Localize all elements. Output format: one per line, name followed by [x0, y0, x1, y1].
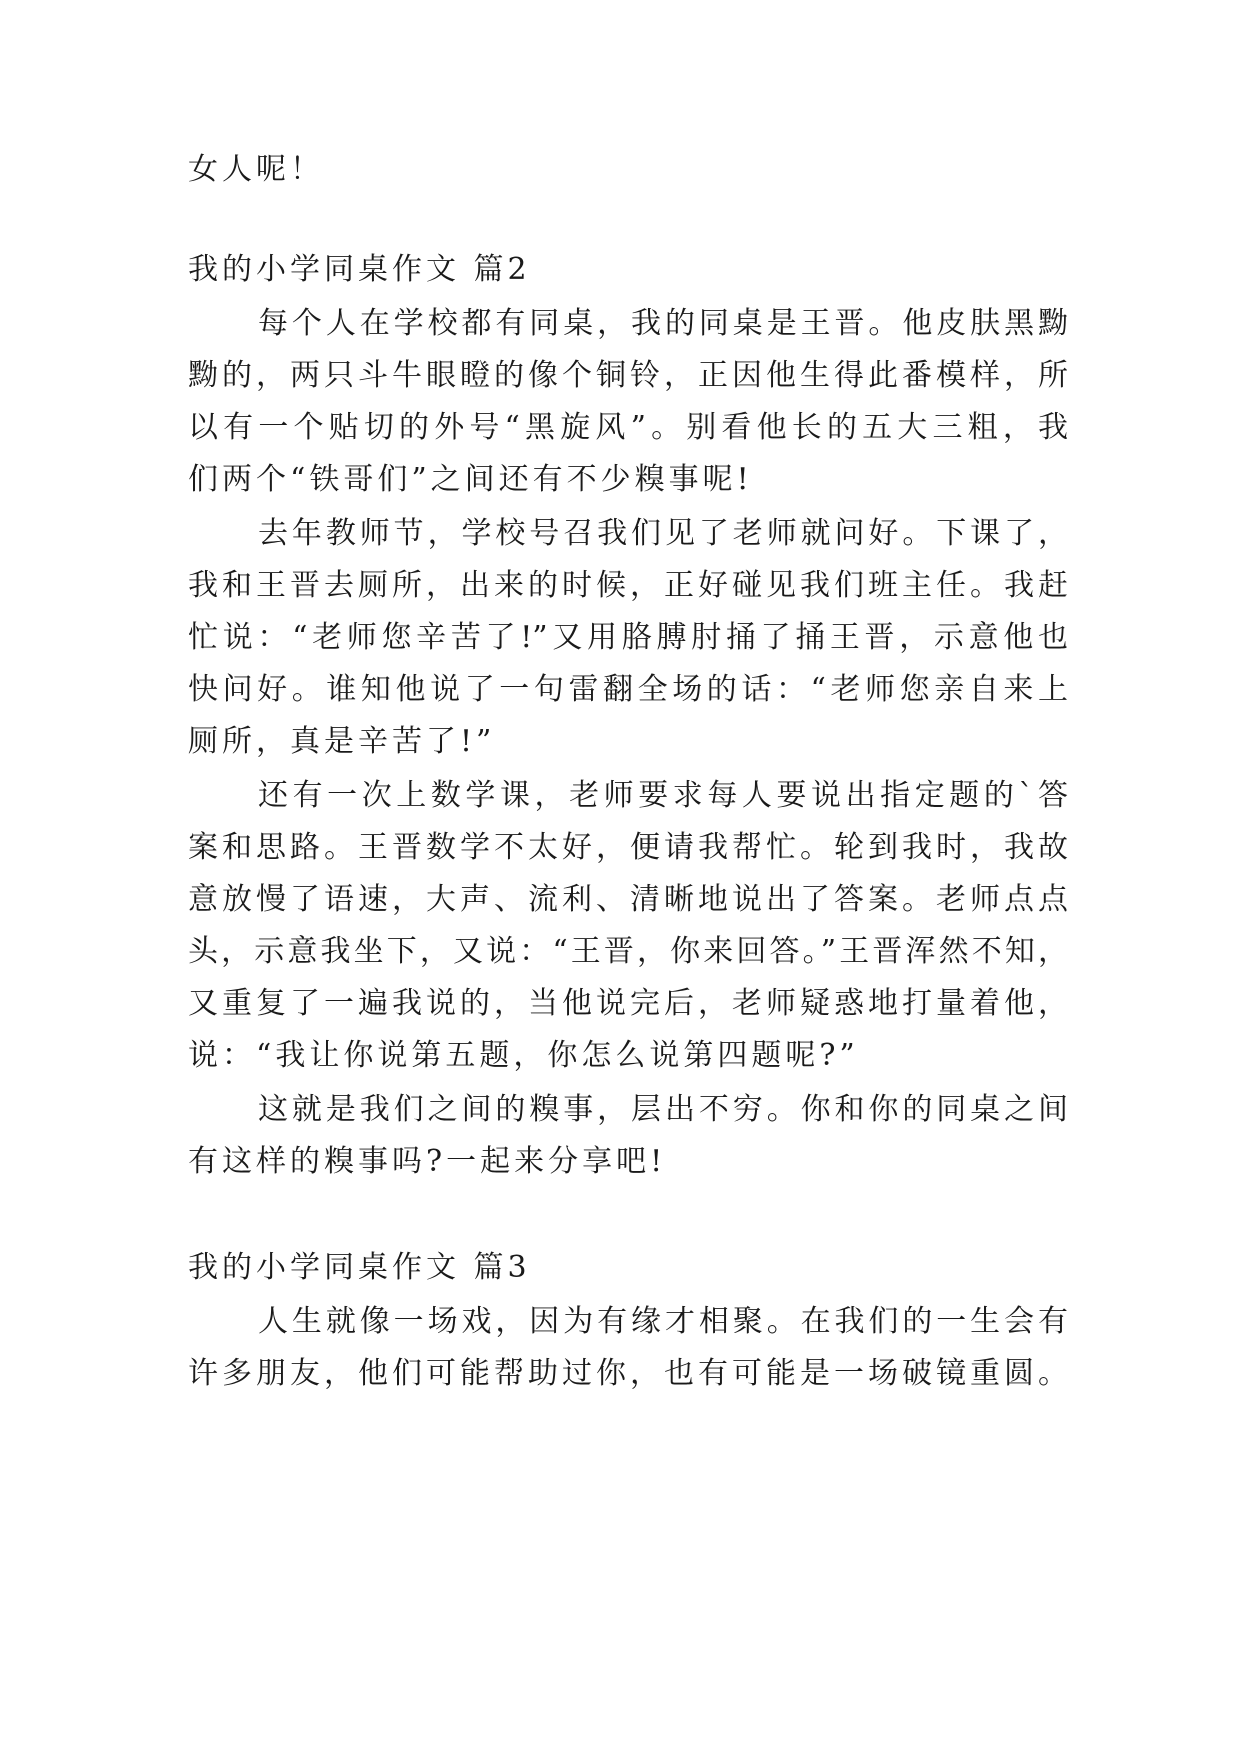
paragraph-line: 有这样的糗事吗?一起来分享吧!	[188, 1144, 667, 1179]
paragraph-line: 厕所，真是辛苦了!”	[188, 724, 496, 759]
paragraph-line: 意放慢了语速，大声、流利、清晰地说出了答案。老师点点	[188, 882, 1068, 917]
paragraph-line: 去年教师节，学校号召我们见了老师就问好。下课了，	[258, 516, 1068, 551]
paragraph-line: 还有一次上数学课，老师要求每人要说出指定题的`答	[258, 778, 1068, 813]
text-line-fragment: 女人呢！	[188, 152, 324, 187]
paragraph-line: 这就是我们之间的糗事，层出不穷。你和你的同桌之间	[258, 1092, 1068, 1127]
paragraph-line: 每个人在学校都有同桌，我的同桌是王晋。他皮肤黑黝	[258, 306, 1068, 341]
paragraph-line: 我和王晋去厕所，出来的时候，正好碰见我们班主任。我赶	[188, 568, 1068, 603]
section-title-3: 我的小学同桌作文 篇3	[188, 1250, 531, 1285]
paragraph-line: 案和思路。王晋数学不太好，便请我帮忙。轮到我时，我故	[188, 830, 1068, 865]
paragraph-line: 人生就像一场戏，因为有缘才相聚。在我们的一生会有	[258, 1304, 1068, 1339]
paragraph-line: 忙说：“老师您辛苦了!”又用胳膊肘捅了捅王晋，示意他也	[188, 620, 1068, 655]
section-title-2: 我的小学同桌作文 篇2	[188, 252, 531, 287]
paragraph-line: 快问好。谁知他说了一句雷翻全场的话：“老师您亲自来上	[188, 672, 1068, 707]
paragraph-line: 许多朋友，他们可能帮助过你，也有可能是一场破镜重圆。	[188, 1356, 1068, 1391]
paragraph-line: 头，示意我坐下，又说：“王晋，你来回答。”王晋浑然不知，	[188, 934, 1068, 969]
paragraph-line: 又重复了一遍我说的，当他说完后，老师疑惑地打量着他，	[188, 986, 1068, 1021]
paragraph-line: 黝的，两只斗牛眼瞪的像个铜铃，正因他生得此番模样，所	[188, 358, 1068, 393]
paragraph-line: 以有一个贴切的外号“黑旋风”。别看他长的五大三粗，我	[188, 410, 1068, 445]
paragraph-line: 说：“我让你说第五题，你怎么说第四题呢?”	[188, 1038, 859, 1073]
paragraph-line: 们两个“铁哥们”之间还有不少糗事呢!	[188, 462, 753, 497]
